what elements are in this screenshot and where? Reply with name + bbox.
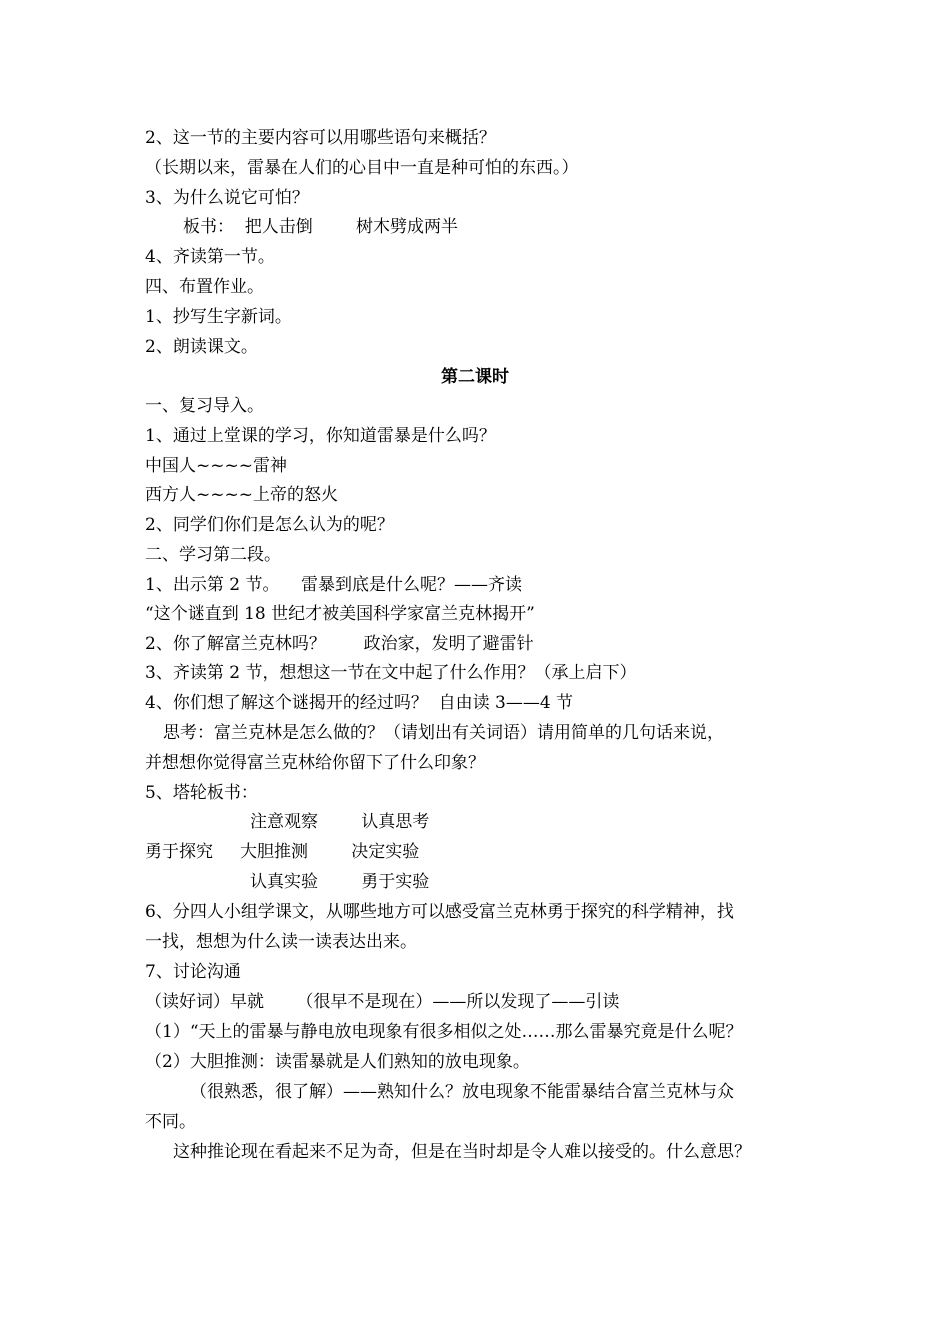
text-line: （1）“天上的雷暴与静电放电现象有很多相似之处……那么雷暴究竟是什么呢？: [145, 1022, 743, 1042]
text-line: 二、学习第二段。: [145, 545, 281, 565]
text-line: （长期以来，雷暴在人们的心目中一直是种可怕的东西。）: [145, 158, 579, 178]
text-line: 5、塔轮板书：: [145, 783, 258, 803]
board-row: 注意观察 认真思考: [250, 812, 430, 832]
text-line: 一、复习导入。: [145, 396, 264, 416]
board-row: 勇于探究 大胆推测 决定实验: [145, 842, 420, 862]
text-line: 1、通过上堂课的学习，你知道雷暴是什么吗？: [145, 426, 496, 446]
text-line: 这种推论现在看起来不足为奇，但是在当时却是令人难以接受的。什么意思？: [173, 1142, 751, 1162]
board-note: 板书： 把人击倒 树木劈成两半: [183, 217, 459, 237]
text-line: 四、布置作业。: [145, 277, 264, 297]
text-line: （很熟悉，很了解）——熟知什么？放电现象不能雷暴结合富兰克林与众: [190, 1082, 734, 1102]
text-line: 一找，想想为什么读一读表达出来。: [145, 932, 417, 952]
text-line: 2、朗读课文。: [145, 337, 258, 357]
text-line: 中国人~~~~雷神: [145, 456, 287, 476]
text-line: 1、出示第 2 节。 雷暴到底是什么呢？——齐读: [145, 575, 523, 595]
text-line: 2、这一节的主要内容可以用哪些语句来概括？: [145, 128, 496, 148]
text-line: （2）大胆推测：读雷暴就是人们熟知的放电现象。: [145, 1052, 530, 1072]
text-line: 并想想你觉得富兰克林给你留下了什么印象？: [145, 753, 485, 773]
text-line: 4、你们想了解这个谜揭开的经过吗？ 自由读 3——4 节: [145, 693, 574, 713]
text-line: 思考：富兰克林是怎么做的？（请划出有关词语）请用简单的几句话来说，: [163, 723, 724, 743]
text-line: 2、同学们你们是怎么认为的呢？: [145, 515, 394, 535]
section-title: 第二课时: [441, 367, 509, 387]
text-line: 西方人~~~~上帝的怒火: [145, 485, 338, 505]
text-line: 4、齐读第一节。: [145, 247, 275, 267]
text-line: 1、抄写生字新词。: [145, 307, 292, 327]
text-line: 6、分四人小组学课文，从哪些地方可以感受富兰克林勇于探究的科学精神，找: [145, 902, 734, 922]
text-line: 2、你了解富兰克林吗？ 政治家，发明了避雷针: [145, 634, 534, 654]
text-line: 7、讨论沟通: [145, 962, 241, 982]
text-line: 3、为什么说它可怕？: [145, 188, 309, 208]
board-row: 认真实验 勇于实验: [250, 872, 430, 892]
text-line: 不同。: [145, 1112, 196, 1132]
text-line: 3、齐读第 2 节，想想这一节在文中起了什么作用？（承上启下）: [145, 663, 637, 683]
text-line: （读好词）早就 （很早不是现在）——所以发现了——引读: [145, 992, 620, 1012]
text-line: “这个谜直到 18 世纪才被美国科学家富兰克林揭开”: [145, 604, 535, 624]
